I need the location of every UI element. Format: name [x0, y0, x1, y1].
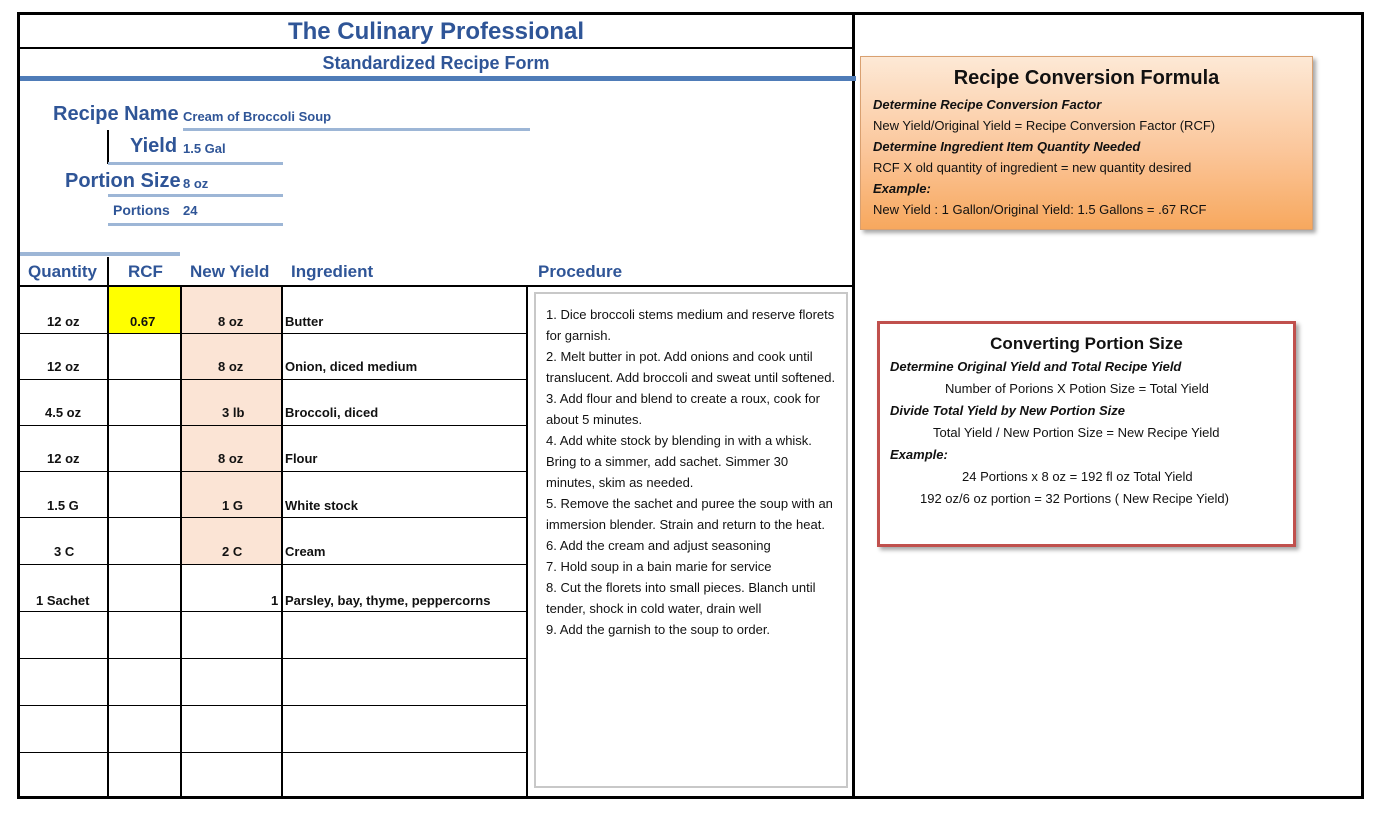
row-2-quantity: 12 oz — [47, 359, 80, 374]
header-accent-rule — [20, 252, 180, 256]
row-2-new-yield: 8 oz — [218, 359, 244, 374]
recipe-name-underline — [183, 128, 530, 131]
portion-size-value: 8 oz — [183, 176, 209, 191]
row-4-new-yield: 8 oz — [218, 451, 244, 466]
title-rule — [20, 47, 852, 49]
procedure-step: 3. Add flour and blend to create a roux, cook for about 5 minutes. — [546, 391, 820, 427]
grid-line — [20, 425, 527, 426]
row-5-ingredient: White stock — [285, 498, 358, 513]
conversion-line: New Yield : 1 Gallon/Original Yield: 1.5 Gallons = .67 RCF — [873, 202, 1207, 217]
grid-line — [20, 705, 527, 706]
page-subtitle: Standardized Recipe Form — [322, 53, 550, 73]
procedure-step: 7. Hold soup in a bain marie for service — [546, 559, 772, 574]
grid-line — [20, 333, 527, 334]
portion-line: Example: — [890, 447, 948, 462]
portion-line: Determine Original Yield and Total Recipe Yield — [890, 359, 1182, 374]
grid-line — [20, 517, 527, 518]
row-6-quantity: 3 C — [54, 544, 75, 559]
conversion-line: Determine Ingredient Item Quantity Needed — [873, 139, 1141, 154]
portions-underline — [108, 223, 283, 226]
procedure-step: 2. Melt butter in pot. Add onions and cook until translucent. Add broccoli and sweat until softened. — [546, 349, 836, 385]
portion-line: Number of Porions X Potion Size = Total Yield — [945, 381, 1209, 396]
recipe-name-value: Cream of Broccoli Soup — [183, 109, 332, 124]
portion-line: Total Yield / New Portion Size = New Recipe Yield — [933, 425, 1220, 440]
conversion-line: RCF X old quantity of ingredient = new quantity desired — [873, 160, 1192, 175]
procedure-step: 1. Dice broccoli stems medium and reserve florets for garnish. — [546, 307, 835, 343]
row-1-quantity: 12 oz — [47, 314, 80, 329]
conversion-heading: Recipe Conversion Formula — [953, 67, 1220, 89]
conversion-formula-box — [860, 56, 1313, 230]
grid-line — [20, 658, 527, 659]
row-4-ingredient: Flour — [285, 451, 318, 466]
conversion-line: New Yield/Original Yield = Recipe Conversion Factor (RCF) — [873, 118, 1216, 133]
yield-value: 1.5 Gal — [183, 141, 226, 156]
portions-label: Portions — [113, 202, 170, 218]
row-1-ingredient: Butter — [285, 314, 324, 329]
row-4-quantity: 12 oz — [47, 451, 80, 466]
grid-line — [20, 471, 527, 472]
yield-bracket — [107, 130, 109, 164]
procedure-step: 6. Add the cream and adjust seasoning — [546, 538, 771, 553]
row-1-rcf: 0.67 — [130, 314, 156, 329]
grid-line — [281, 287, 283, 799]
row-6-ingredient: Cream — [285, 544, 326, 559]
row-7-ingredient: Parsley, bay, thyme, peppercorns — [285, 593, 491, 608]
grid-line — [20, 564, 527, 565]
col-procedure: Procedure — [538, 262, 623, 281]
row-3-ingredient: Broccoli, diced — [285, 405, 379, 420]
procedure-step: 4. Add white stock by blending in with a whisk. Bring to a simmer, add sachet. Simmer 30 minutes, skim as needed. — [546, 433, 812, 490]
yield-underline — [108, 162, 283, 165]
conversion-line: Example: — [873, 181, 931, 196]
portion-line: Divide Total Yield by New Portion Size — [890, 403, 1126, 418]
portion-heading: Converting Portion Size — [990, 334, 1183, 353]
portion-size-underline — [108, 194, 283, 197]
procedure-box — [534, 292, 848, 788]
header-rule — [20, 76, 856, 81]
yield-label: Yield — [130, 135, 178, 157]
portion-size-label: Portion Size — [65, 170, 181, 192]
procedure-step: 5. Remove the sachet and puree the soup with an immersion blender. Strain and return to the heat. — [546, 496, 833, 532]
procedure-step: 9. Add the garnish to the soup to order. — [546, 622, 771, 637]
row-7-new-yield: 1 — [271, 593, 279, 608]
portion-line: 24 Portions x 8 oz = 192 fl oz Total Yield — [962, 469, 1193, 484]
portions-value: 24 — [183, 203, 198, 218]
page-title: The Culinary Professional — [287, 18, 585, 45]
col-ingredient: Ingredient — [291, 262, 374, 281]
row-3-new-yield: 3 lb — [222, 405, 245, 420]
row-5-new-yield: 1 G — [222, 498, 243, 513]
grid-line — [20, 611, 527, 612]
grid-line — [20, 379, 527, 380]
row-5-quantity: 1.5 G — [47, 498, 79, 513]
recipe-name-label: Recipe Name — [53, 103, 179, 125]
grid-line — [180, 287, 182, 799]
row-6-new-yield: 2 C — [222, 544, 243, 559]
row-1-new-yield: 8 oz — [218, 314, 244, 329]
portion-line: 192 oz/6 oz portion = 32 Portions ( New Recipe Yield) — [920, 491, 1229, 506]
col-quantity: Quantity — [28, 262, 97, 281]
grid-line — [107, 257, 109, 799]
portion-size-box — [877, 321, 1296, 547]
row-2-ingredient: Onion, diced medium — [285, 359, 418, 374]
grid-line — [20, 752, 527, 753]
row-7-quantity: 1 Sachet — [36, 593, 90, 608]
procedure-step: 8. Cut the florets into small pieces. Blanch until tender, shock in cold water, drain well — [546, 580, 816, 616]
form-divider — [852, 12, 855, 799]
row-3-quantity: 4.5 oz — [45, 405, 82, 420]
col-new-yield: New Yield — [190, 262, 270, 281]
conversion-line: Determine Recipe Conversion Factor — [873, 97, 1102, 112]
col-rcf: RCF — [128, 262, 163, 281]
grid-line — [526, 287, 528, 799]
